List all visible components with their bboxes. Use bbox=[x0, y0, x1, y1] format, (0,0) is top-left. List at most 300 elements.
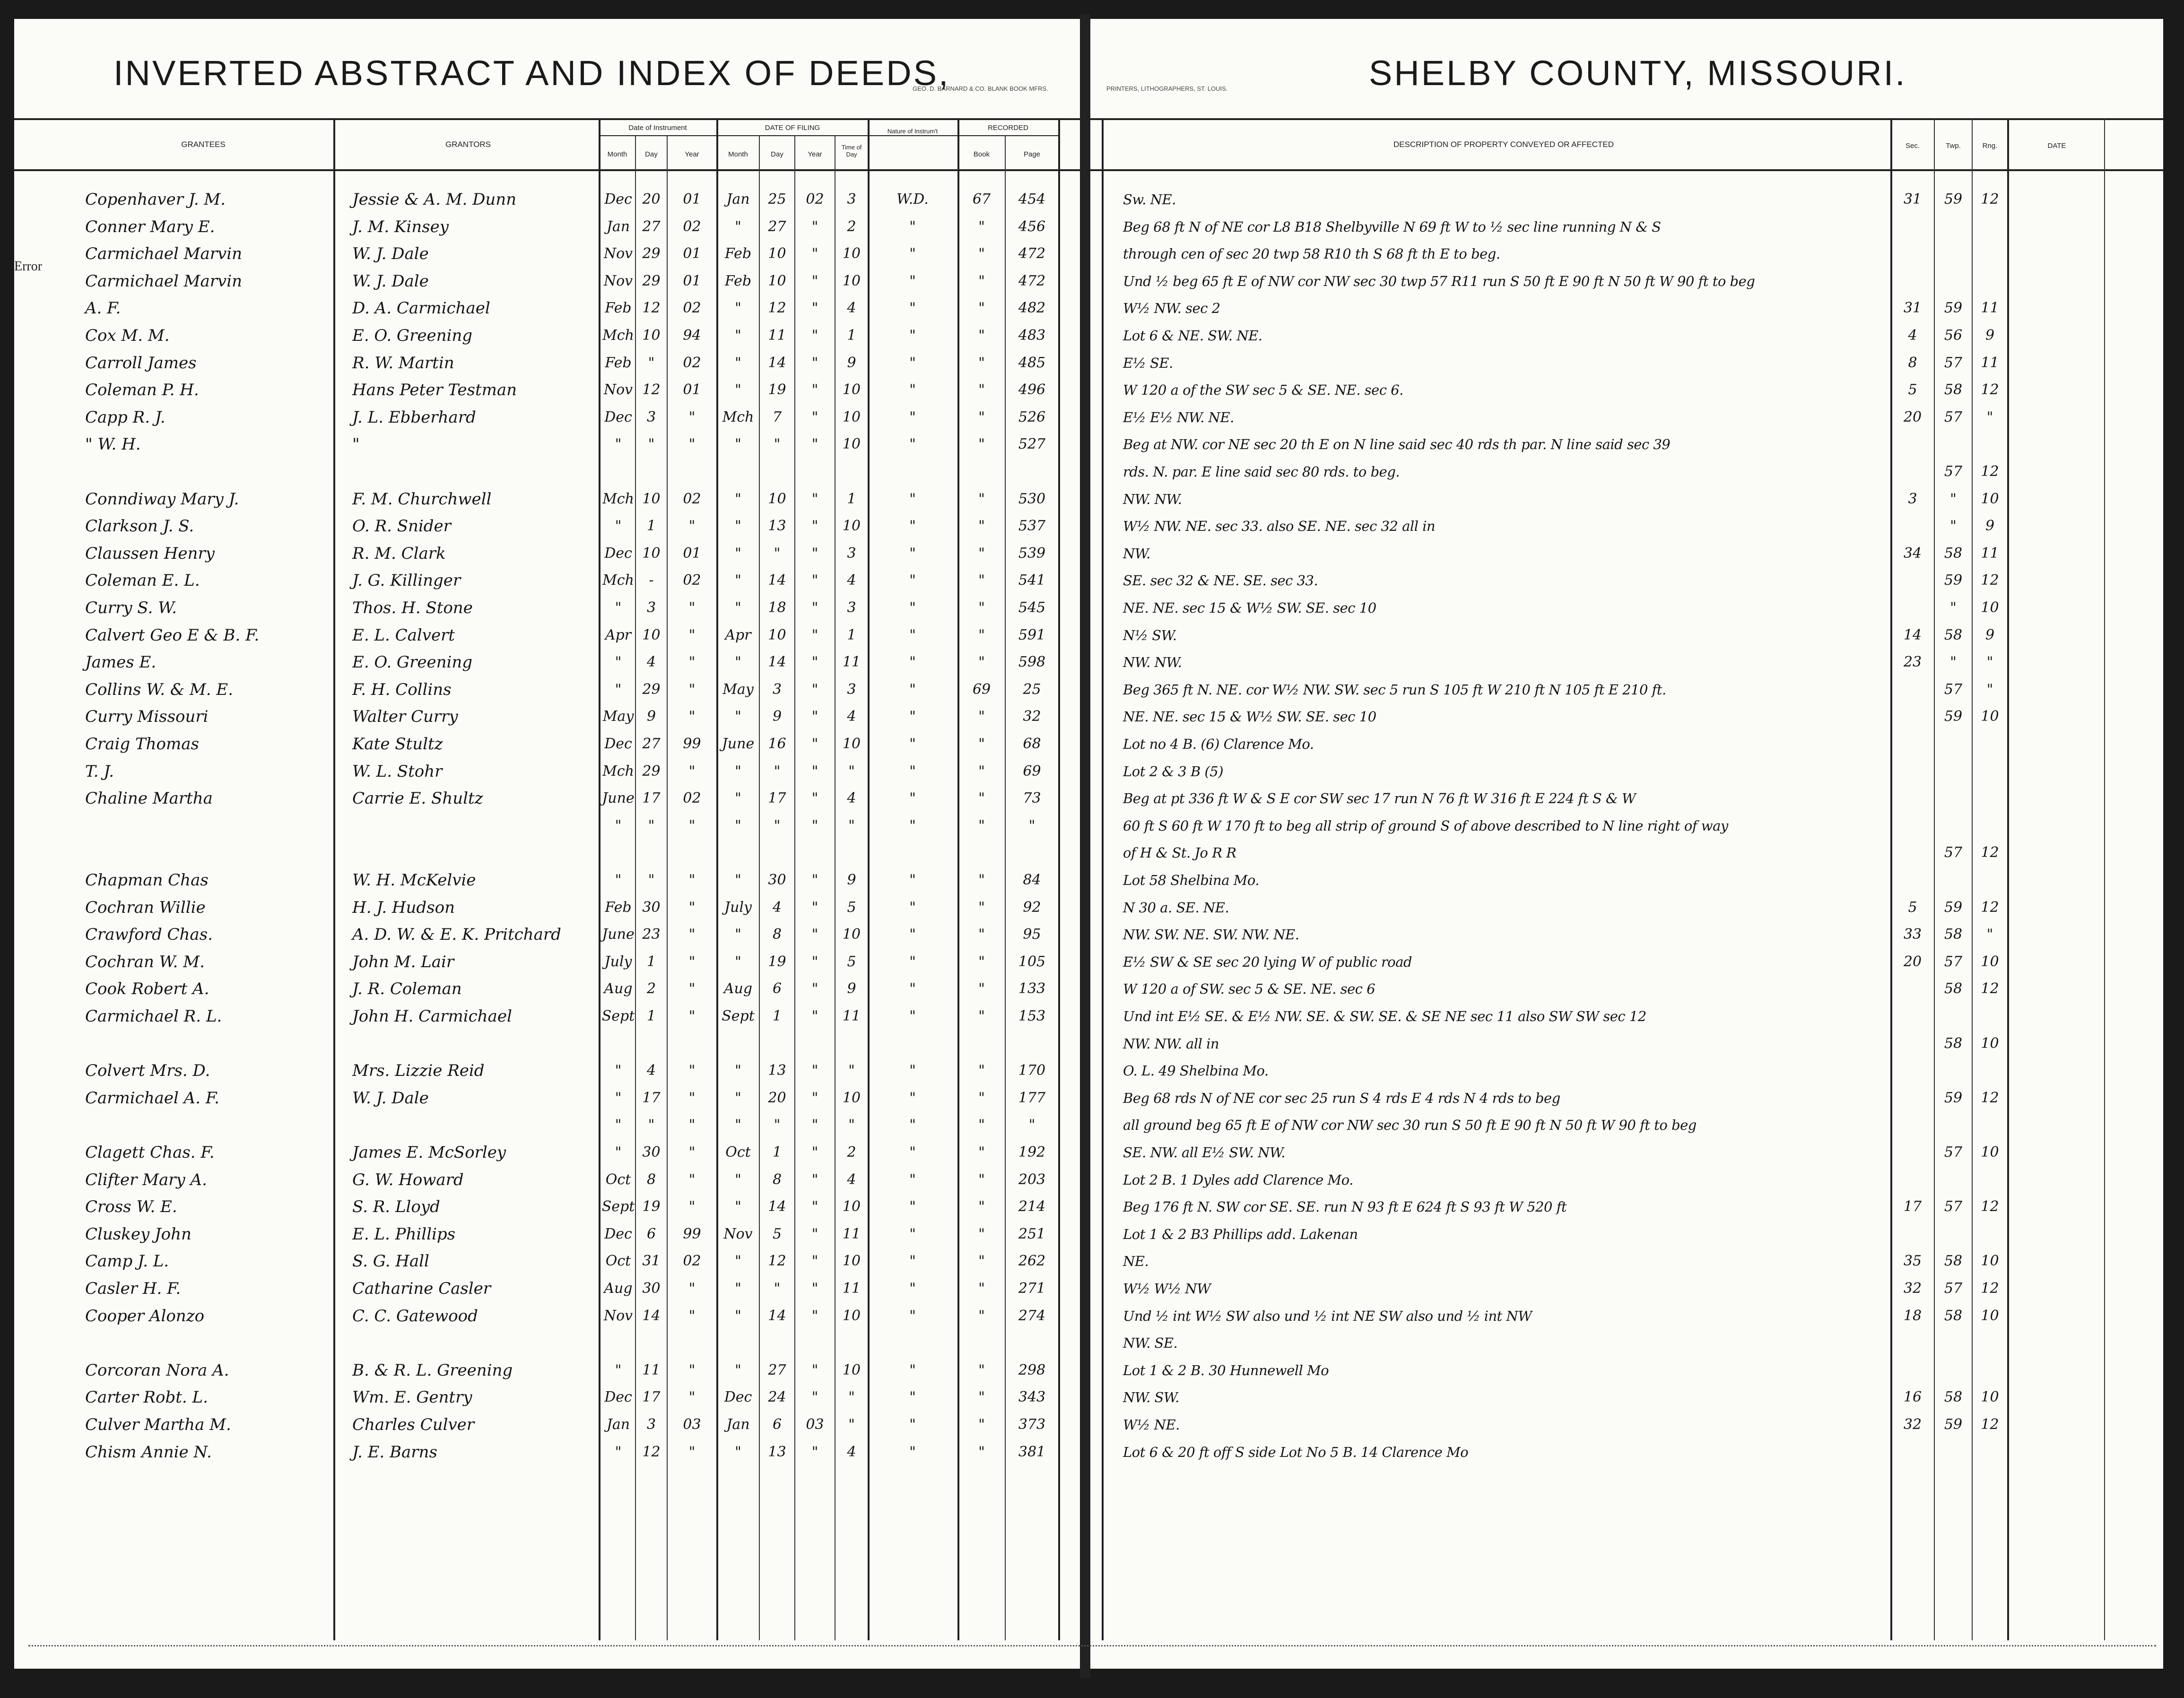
filing-year-cell: " bbox=[811, 1198, 818, 1215]
description-cell: W½ W½ NW bbox=[1123, 1281, 1211, 1297]
table-row bbox=[14, 187, 2163, 210]
filing-day-cell: 5 bbox=[772, 1225, 782, 1242]
grantee-cell: Clagett Chas. F. bbox=[85, 1143, 215, 1162]
time-of-day-cell: 11 bbox=[842, 1225, 861, 1242]
sec-cell: 20 bbox=[1903, 408, 1922, 425]
twp-cell: 57 bbox=[1944, 1144, 1963, 1161]
grantee-cell: Culver Martha M. bbox=[85, 1415, 231, 1434]
filing-month-cell: " bbox=[735, 518, 741, 535]
twp-cell: 58 bbox=[1944, 545, 1963, 562]
page-cell: 133 bbox=[1018, 980, 1046, 997]
sec-cell: 8 bbox=[1908, 354, 1917, 371]
grantor-cell: E. L. Phillips bbox=[352, 1224, 456, 1244]
description-cell: NW. bbox=[1123, 545, 1150, 562]
filing-month-cell: " bbox=[735, 436, 741, 453]
filing-day-cell: 16 bbox=[768, 736, 786, 752]
table-row bbox=[14, 541, 2163, 564]
filing-day-cell: 6 bbox=[772, 980, 782, 997]
nature-cell bbox=[870, 1332, 955, 1354]
grantor-cell: W. L. Stohr bbox=[352, 762, 443, 781]
instrument-year-cell: " bbox=[688, 872, 696, 888]
nature-cell: " bbox=[909, 790, 916, 807]
page-cell: 92 bbox=[1023, 899, 1041, 916]
time-of-day-cell: 10 bbox=[842, 1361, 861, 1378]
instrument-year-cell: " bbox=[688, 1062, 696, 1079]
book-cell: " bbox=[978, 408, 985, 425]
instrument-month-cell: " bbox=[615, 681, 622, 698]
instrument-day-cell bbox=[636, 1332, 667, 1354]
grantor-cell: C. C. Gatewood bbox=[352, 1306, 478, 1325]
rng-cell: 12 bbox=[1981, 463, 1999, 480]
instrument-year-cell: " bbox=[688, 953, 696, 970]
right-page-title: SHELBY COUNTY, MISSOURI. bbox=[1369, 53, 1907, 93]
twp-cell: 59 bbox=[1944, 1089, 1963, 1106]
page-cell: 545 bbox=[1018, 599, 1046, 616]
instrument-day-cell bbox=[636, 461, 667, 483]
page-cell: 454 bbox=[1018, 191, 1046, 208]
instrument-month-cell: " bbox=[615, 518, 622, 535]
grantee-cell bbox=[85, 1114, 345, 1136]
instrument-month-cell: " bbox=[615, 872, 622, 888]
grantor-cell bbox=[352, 461, 610, 483]
description-cell: N½ SW. bbox=[1123, 627, 1177, 643]
book-cell: " bbox=[978, 1443, 985, 1460]
table-row bbox=[14, 513, 2163, 537]
time-of-day-cell: 9 bbox=[847, 980, 856, 997]
grantee-cell: Cox M. M. bbox=[85, 326, 170, 345]
rng-cell: 9 bbox=[1985, 626, 1995, 643]
twp-cell: 59 bbox=[1944, 572, 1963, 589]
book-cell: " bbox=[978, 1117, 985, 1134]
instrument-year-cell: 02 bbox=[683, 1253, 701, 1270]
book-cell: " bbox=[978, 245, 985, 262]
instrument-day-cell bbox=[636, 1033, 667, 1055]
description-cell: SE. sec 32 & NE. SE. sec 33. bbox=[1123, 572, 1318, 589]
description-cell: NE. NE. sec 15 & W½ SW. SE. sec 10 bbox=[1123, 600, 1376, 616]
filing-month-cell: " bbox=[735, 1253, 741, 1270]
time-of-day-cell: 10 bbox=[842, 1307, 861, 1324]
description-cell: Beg 365 ft N. NE. cor W½ NW. SW. sec 5 run S 105 ft W 210 ft N 105 ft E 210 ft. bbox=[1123, 681, 1666, 698]
grantee-cell bbox=[85, 1332, 345, 1354]
table-row bbox=[14, 1385, 2163, 1408]
page-cell: 539 bbox=[1018, 545, 1046, 562]
instrument-month-cell: Sept bbox=[601, 1008, 635, 1024]
filing-year-cell: " bbox=[811, 1389, 818, 1406]
filing-month-cell: " bbox=[735, 1361, 741, 1378]
filing-year-cell: " bbox=[811, 1117, 818, 1134]
filing-year-cell: " bbox=[811, 1443, 818, 1460]
instrument-day-cell: 27 bbox=[642, 736, 661, 752]
filing-day-cell: 4 bbox=[772, 899, 782, 916]
instrument-day-cell: " bbox=[648, 1117, 655, 1134]
header-grantors: GRANTORS bbox=[445, 140, 491, 149]
book-cell bbox=[958, 461, 1005, 483]
book-cell: " bbox=[978, 872, 985, 888]
table-row bbox=[14, 377, 2163, 401]
instrument-day-cell: 29 bbox=[642, 681, 661, 698]
sec-cell bbox=[1891, 733, 1934, 755]
time-of-day-cell bbox=[835, 461, 868, 483]
book-cell: " bbox=[978, 654, 985, 671]
filing-month-cell: Mch bbox=[722, 408, 754, 425]
instrument-day-cell: 29 bbox=[642, 762, 661, 780]
instrument-month-cell: Jan bbox=[606, 218, 630, 235]
page-cell: 456 bbox=[1018, 218, 1046, 235]
grantor-cell: Catharine Casler bbox=[352, 1279, 491, 1298]
page-cell: 262 bbox=[1018, 1253, 1046, 1270]
instrument-year-cell: " bbox=[688, 1144, 696, 1161]
filing-day-cell: 13 bbox=[768, 518, 786, 535]
sec-cell bbox=[1891, 788, 1934, 809]
instrument-day-cell: 12 bbox=[642, 300, 661, 317]
rng-cell bbox=[1973, 1114, 2007, 1136]
description-cell: E½ SE. bbox=[1123, 355, 1173, 371]
instrument-month-cell: " bbox=[615, 1361, 622, 1378]
nature-cell: " bbox=[909, 1307, 916, 1324]
filing-month-cell: Dec bbox=[724, 1389, 752, 1406]
rng-cell: 10 bbox=[1981, 708, 1999, 725]
filing-year-cell: " bbox=[811, 381, 818, 399]
rng-cell: 10 bbox=[1981, 1307, 1999, 1324]
nature-cell: " bbox=[909, 626, 916, 643]
rng-cell: 9 bbox=[1985, 518, 1995, 535]
sec-cell bbox=[1891, 842, 1934, 864]
filing-year-cell: " bbox=[811, 1062, 818, 1079]
twp-cell bbox=[1935, 1005, 1972, 1027]
sec-cell: 31 bbox=[1903, 300, 1922, 317]
description-cell: of H & St. Jo R R bbox=[1123, 845, 1236, 861]
rng-cell bbox=[1973, 1360, 2007, 1381]
rng-cell: 12 bbox=[1981, 381, 1999, 399]
grantor-cell: Carrie E. Shultz bbox=[352, 789, 483, 808]
sec-cell bbox=[1891, 679, 1934, 701]
nature-cell: " bbox=[909, 762, 916, 780]
rng-cell: " bbox=[1986, 926, 1993, 943]
book-cell: " bbox=[978, 1008, 985, 1024]
rng-cell bbox=[1973, 815, 2007, 837]
filing-day-cell: 11 bbox=[768, 327, 786, 344]
left-page-title: INVERTED ABSTRACT AND INDEX OF DEEDS, bbox=[113, 53, 950, 93]
filing-day-cell bbox=[760, 1033, 794, 1055]
instrument-month-cell: Mch bbox=[602, 327, 634, 344]
book-cell bbox=[958, 1332, 1005, 1354]
instrument-year-cell: 01 bbox=[683, 272, 701, 289]
grantee-cell: Clifter Mary A. bbox=[85, 1170, 207, 1189]
instrument-year-cell bbox=[668, 1033, 716, 1055]
instrument-year-cell: 99 bbox=[683, 736, 701, 752]
sec-cell: 34 bbox=[1903, 545, 1922, 562]
filing-year-cell: " bbox=[811, 1253, 818, 1270]
grantor-cell: F. H. Collins bbox=[352, 680, 452, 699]
nature-cell: " bbox=[909, 354, 916, 371]
table-row bbox=[14, 1112, 2163, 1136]
grantee-cell: Claussen Henry bbox=[85, 544, 215, 563]
rng-cell: 12 bbox=[1981, 572, 1999, 589]
instrument-day-cell: 8 bbox=[646, 1171, 656, 1188]
nature-cell: " bbox=[909, 980, 916, 997]
sec-cell: 32 bbox=[1903, 1416, 1922, 1433]
header-file-year: Year bbox=[808, 150, 822, 158]
grantee-cell bbox=[85, 1033, 345, 1055]
table-row bbox=[14, 214, 2163, 238]
nature-cell: " bbox=[909, 1089, 916, 1106]
table-row bbox=[14, 1439, 2163, 1463]
nature-cell: " bbox=[909, 1253, 916, 1270]
page-cell: 373 bbox=[1018, 1416, 1046, 1433]
instrument-day-cell: 29 bbox=[642, 245, 661, 262]
instrument-year-cell: " bbox=[688, 1443, 696, 1460]
grantor-cell: Mrs. Lizzie Reid bbox=[352, 1061, 485, 1081]
time-of-day-cell: 10 bbox=[842, 1089, 861, 1106]
twp-cell bbox=[1935, 1169, 1972, 1191]
instrument-day-cell: 10 bbox=[642, 490, 661, 507]
time-of-day-cell: " bbox=[848, 1062, 855, 1079]
grantor-cell: J. M. Kinsey bbox=[352, 217, 449, 236]
grantor-cell: W. J. Dale bbox=[352, 1088, 429, 1108]
time-of-day-cell: " bbox=[848, 762, 855, 780]
rng-cell: 10 bbox=[1981, 1035, 1999, 1052]
header-twp: Twp. bbox=[1946, 142, 1961, 150]
instrument-month-cell: Aug bbox=[604, 980, 633, 997]
time-of-day-cell: 10 bbox=[842, 272, 861, 289]
twp-cell bbox=[1935, 815, 1972, 837]
description-cell: rds. N. par. E line said sec 80 rds. to beg. bbox=[1123, 464, 1400, 480]
page-cell: 170 bbox=[1018, 1062, 1046, 1079]
twp-cell: 57 bbox=[1944, 1280, 1963, 1297]
header-page: Page bbox=[1023, 150, 1041, 158]
twp-cell: " bbox=[1950, 518, 1957, 535]
rng-cell: 12 bbox=[1981, 980, 1999, 997]
filing-month-cell: " bbox=[735, 327, 741, 344]
filing-month-cell: Feb bbox=[724, 245, 752, 262]
filing-month-cell: Feb bbox=[724, 272, 752, 289]
table-row bbox=[14, 432, 2163, 455]
twp-cell bbox=[1935, 1114, 1972, 1136]
book-cell: " bbox=[978, 272, 985, 289]
table-row bbox=[14, 759, 2163, 782]
sec-cell: 5 bbox=[1908, 381, 1917, 399]
nature-cell: " bbox=[909, 654, 916, 671]
grantor-cell: Thos. H. Stone bbox=[352, 598, 473, 617]
description-cell: Beg 176 ft N. SW cor SE. SE. run N 93 ft E 624 ft S 93 ft W 520 ft bbox=[1123, 1199, 1567, 1215]
instrument-year-cell: " bbox=[688, 599, 696, 616]
table-row bbox=[14, 704, 2163, 728]
nature-cell: " bbox=[909, 1280, 916, 1297]
filing-day-cell: 10 bbox=[768, 272, 786, 289]
instrument-year-cell: 01 bbox=[683, 545, 701, 562]
filing-day-cell: " bbox=[774, 436, 781, 453]
filing-day-cell: 19 bbox=[768, 953, 786, 970]
instrument-month-cell: July bbox=[604, 953, 632, 970]
description-cell: Beg at NW. cor NE sec 20 th E on N line said sec 40 rds th par. N line said sec 39 bbox=[1123, 436, 1671, 453]
table-row bbox=[14, 840, 2163, 864]
rng-cell: 10 bbox=[1981, 490, 1999, 507]
grantee-cell: Carmichael A. F. bbox=[85, 1088, 219, 1108]
description-cell: 60 ft S 60 ft W 170 ft to beg all strip of ground S of above described to N line right of way bbox=[1123, 817, 1728, 834]
header-inst-month: Month bbox=[607, 150, 627, 158]
header-description: DESCRIPTION OF PROPERTY CONVEYED OR AFFECTED bbox=[1393, 140, 1614, 149]
nature-cell: " bbox=[909, 1171, 916, 1188]
instrument-year-cell: 02 bbox=[683, 218, 701, 235]
grantor-cell: E. O. Greening bbox=[352, 653, 473, 672]
grantor-cell: " bbox=[352, 435, 360, 454]
instrument-day-cell: 3 bbox=[646, 1416, 656, 1433]
rng-cell: 9 bbox=[1985, 327, 1995, 344]
time-of-day-cell bbox=[835, 1033, 868, 1055]
description-cell: NW. SE. bbox=[1123, 1335, 1178, 1351]
table-row bbox=[14, 786, 2163, 809]
rng-cell: " bbox=[1986, 681, 1993, 698]
page-cell: 274 bbox=[1018, 1307, 1046, 1324]
table-row bbox=[14, 1031, 2163, 1055]
filing-year-cell: " bbox=[811, 1089, 818, 1106]
instrument-year-cell: " bbox=[688, 1280, 696, 1297]
header-grantees: GRANTEES bbox=[181, 140, 226, 149]
grantor-cell: S. G. Hall bbox=[352, 1252, 429, 1271]
twp-cell bbox=[1935, 270, 1972, 292]
grantor-cell: D. A. Carmichael bbox=[352, 299, 490, 318]
grantor-cell: W. H. McKelvie bbox=[352, 871, 476, 890]
filing-day-cell: " bbox=[774, 1280, 781, 1297]
filing-day-cell: 8 bbox=[772, 1171, 782, 1188]
grantee-cell: Crawford Chas. bbox=[85, 925, 213, 944]
filing-year-cell: " bbox=[811, 545, 818, 562]
instrument-year-cell: " bbox=[688, 436, 696, 453]
nature-cell bbox=[870, 842, 955, 864]
grantor-cell: A. D. W. & E. K. Pritchard bbox=[352, 925, 561, 944]
instrument-month-cell: Dec bbox=[604, 736, 632, 752]
page-bottom-edge bbox=[28, 1640, 2156, 1646]
page-cell: 343 bbox=[1018, 1389, 1046, 1406]
sec-cell: 18 bbox=[1903, 1307, 1922, 1324]
instrument-day-cell: " bbox=[648, 436, 655, 453]
book-cell: 67 bbox=[972, 191, 991, 208]
description-cell: NW. SW. bbox=[1123, 1389, 1179, 1406]
filing-day-cell: 18 bbox=[768, 599, 786, 616]
twp-cell: 57 bbox=[1944, 681, 1963, 698]
instrument-year-cell: " bbox=[688, 708, 696, 725]
instrument-year-cell: " bbox=[688, 1008, 696, 1024]
header-rule-top-right bbox=[1090, 118, 2163, 120]
filing-year-cell: " bbox=[811, 300, 818, 317]
description-cell: Und ½ int W½ SW also und ½ int NE SW also und ½ int NW bbox=[1123, 1308, 1532, 1324]
rng-cell bbox=[1973, 1005, 2007, 1027]
instrument-year-cell: 01 bbox=[683, 191, 701, 208]
twp-cell: 59 bbox=[1944, 899, 1963, 916]
nature-cell: " bbox=[909, 327, 916, 344]
nature-cell: " bbox=[909, 245, 916, 262]
page-cell bbox=[1006, 1033, 1058, 1055]
book-cell: 69 bbox=[972, 681, 991, 698]
book-cell: " bbox=[978, 1171, 985, 1188]
filing-day-cell: 10 bbox=[768, 245, 786, 262]
filing-month-cell: " bbox=[735, 817, 741, 834]
filing-month-cell: Apr bbox=[725, 626, 751, 643]
filing-month-cell: July bbox=[724, 899, 752, 916]
twp-cell bbox=[1935, 788, 1972, 809]
description-cell: Lot no 4 B. (6) Clarence Mo. bbox=[1123, 736, 1314, 752]
filing-year-cell: " bbox=[811, 518, 818, 535]
page-cell: 271 bbox=[1018, 1280, 1046, 1297]
grantee-cell: Cochran Willie bbox=[85, 898, 206, 917]
book-cell: " bbox=[978, 1089, 985, 1106]
page-cell: 177 bbox=[1018, 1089, 1046, 1106]
instrument-year-cell: " bbox=[688, 1089, 696, 1106]
description-cell: Lot 1 & 2 B. 30 Hunnewell Mo bbox=[1123, 1362, 1329, 1378]
nature-cell: " bbox=[909, 518, 916, 535]
table-row bbox=[14, 731, 2163, 755]
sec-cell bbox=[1891, 1142, 1934, 1163]
table-row bbox=[14, 1140, 2163, 1163]
filing-day-cell: 14 bbox=[768, 1198, 786, 1215]
instrument-month-cell: June bbox=[602, 926, 635, 943]
grantor-cell: E. L. Calvert bbox=[352, 625, 455, 645]
page-cell: 591 bbox=[1018, 626, 1046, 643]
instrument-day-cell: 11 bbox=[642, 1361, 661, 1378]
twp-cell: 58 bbox=[1944, 1307, 1963, 1324]
nature-cell: " bbox=[909, 1117, 916, 1134]
filing-month-cell: " bbox=[735, 872, 741, 888]
filing-year-cell: " bbox=[811, 817, 818, 834]
grantee-cell bbox=[85, 842, 345, 864]
filing-day-cell: " bbox=[774, 762, 781, 780]
nature-cell: " bbox=[909, 899, 916, 916]
filing-day-cell: 3 bbox=[772, 681, 782, 698]
instrument-month-cell bbox=[600, 842, 636, 864]
filing-month-cell: " bbox=[735, 572, 741, 589]
page-cell: 105 bbox=[1018, 953, 1046, 970]
header-date-of-instrument: Date of Instrument bbox=[628, 124, 687, 132]
book-cell: " bbox=[978, 1416, 985, 1433]
filing-year-cell: " bbox=[811, 245, 818, 262]
instrument-day-cell: 3 bbox=[646, 408, 656, 425]
filing-month-cell: Jan bbox=[726, 1416, 750, 1433]
instrument-day-cell: 10 bbox=[642, 327, 661, 344]
rng-cell bbox=[1973, 1223, 2007, 1245]
time-of-day-cell: 10 bbox=[842, 436, 861, 453]
instrument-month-cell: Nov bbox=[603, 245, 633, 262]
table-row bbox=[14, 1167, 2163, 1191]
time-of-day-cell: 4 bbox=[847, 572, 856, 589]
time-of-day-cell: 1 bbox=[847, 490, 856, 507]
instrument-day-cell: 4 bbox=[646, 1062, 656, 1079]
twp-cell bbox=[1935, 869, 1972, 891]
page-cell: 472 bbox=[1018, 272, 1046, 289]
grantor-cell: H. J. Hudson bbox=[352, 898, 455, 917]
page-cell: 541 bbox=[1018, 572, 1046, 589]
grantor-cell: John M. Lair bbox=[352, 952, 454, 971]
page-cell bbox=[1006, 461, 1058, 483]
filing-year-cell: " bbox=[811, 872, 818, 888]
rng-cell: 12 bbox=[1981, 1089, 1999, 1106]
header-nature: Nature of Instrum't bbox=[887, 128, 938, 135]
grantee-cell: Coleman P. H. bbox=[85, 381, 199, 400]
grantor-cell: W. J. Dale bbox=[352, 244, 429, 264]
table-row bbox=[14, 1276, 2163, 1299]
instrument-year-cell bbox=[668, 461, 716, 483]
description-cell: Und int E½ SE. & E½ NW. SE. & SW. SE. & SE NE sec 11 also SW SW sec 12 bbox=[1123, 1008, 1646, 1024]
sec-cell bbox=[1891, 1033, 1934, 1055]
scan-edge-right bbox=[2163, 0, 2184, 1698]
grantee-cell: Cross W. E. bbox=[85, 1197, 177, 1217]
filing-month-cell: Nov bbox=[723, 1225, 753, 1242]
book-cell: " bbox=[978, 790, 985, 807]
time-of-day-cell: 2 bbox=[847, 218, 856, 235]
rng-cell: 11 bbox=[1981, 354, 1999, 371]
header-inst-day: Day bbox=[645, 150, 658, 158]
nature-cell: " bbox=[909, 572, 916, 589]
instrument-year-cell: " bbox=[688, 1307, 696, 1324]
